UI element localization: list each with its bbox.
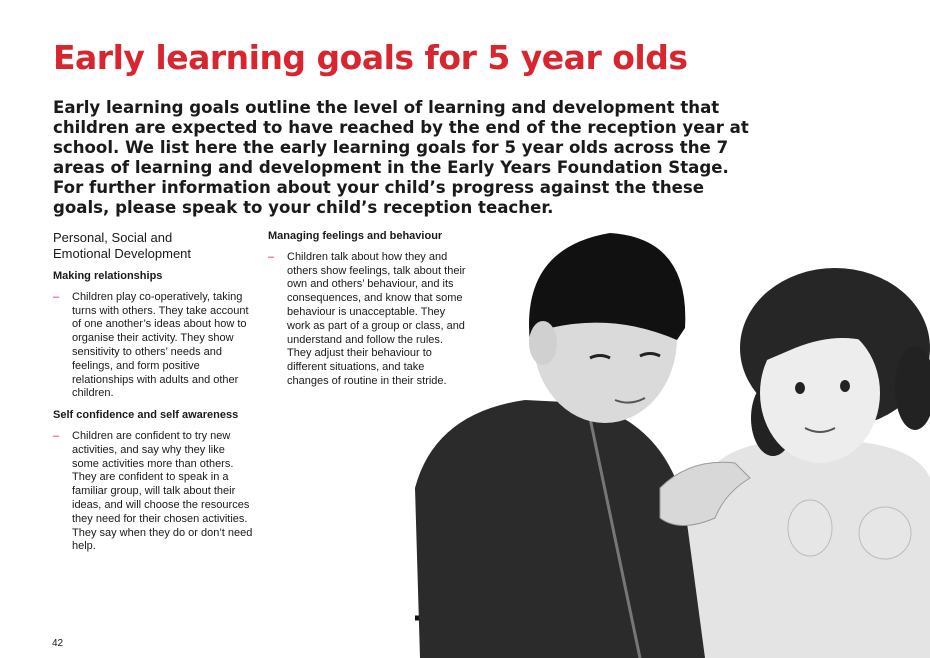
girl-eye-left	[795, 382, 805, 394]
goal-self-confidence	[53, 430, 253, 554]
page-title: Early learning goals for 5 year olds	[53, 38, 688, 77]
goal-text: Children play co-operatively, taking turns with others. They take account of one another’s ideas about how to organise their activity. They show sensitivity to others’ needs and feelings, and form positive relationships with adults and other children.	[72, 290, 249, 400]
dash-bullet: –	[53, 429, 60, 442]
goal-heading-managing-feelings: Managing feelings and behaviour	[268, 230, 443, 242]
girl-hand-left	[788, 500, 832, 556]
goal-heading-self-confidence: Self confidence and self awareness	[53, 409, 239, 422]
left-column	[53, 230, 253, 562]
girl-hand-right	[859, 507, 911, 559]
children-photo	[415, 228, 930, 658]
girl-eye-right	[840, 380, 850, 392]
boy-ear	[529, 321, 557, 365]
area-heading-line1: Personal, Social and	[53, 230, 173, 245]
goal-text: Children are confident to try new activities, and say why they like some activities more than others. They are confident to speak in a familiar group, will talk about their ideas, and will choose the resources they need for their chosen activities. They say when they do or don’t need help.	[72, 429, 253, 553]
boy-hoodie	[415, 400, 705, 658]
goal-making-relationships	[53, 291, 253, 401]
goal-text: Children talk about how they and others show feelings, talk about their own and others’ behaviour, and its consequences, and know that some behaviour is unacceptable. They work as part of a group or class, and understand and follow the rules. They adjust their behaviour to different situations, and take changes of routine in their stride.	[287, 250, 466, 387]
area-heading-line2: Emotional Development	[53, 246, 192, 261]
dash-bullet: –	[268, 250, 275, 263]
area-heading	[53, 230, 253, 262]
page-number: 42	[52, 638, 64, 649]
goal-heading-making-relationships: Making relationships	[53, 270, 163, 282]
intro-paragraph: Early learning goals outline the level of learning and development that children are expected to have reached by the end of the reception year at school. We list here the early learning goals for 5 year olds across the 7 areas of learning and development in the Early Years Foundation Stage. For further information about your child’s progress against the these goals, please speak to your child’s reception teacher.	[53, 98, 749, 217]
dash-bullet: –	[53, 290, 60, 303]
